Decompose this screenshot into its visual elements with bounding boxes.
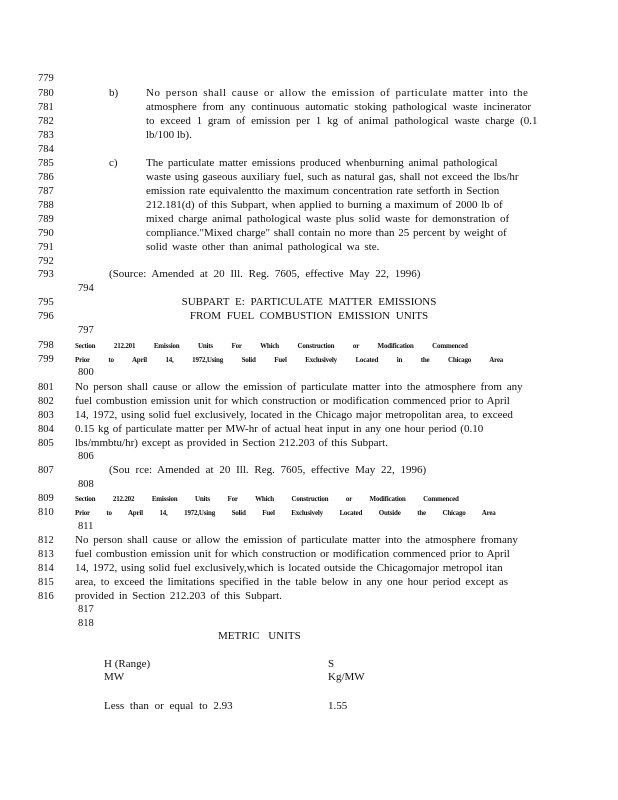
line-number: 799	[38, 354, 54, 365]
text-line: lb/100 lb).	[146, 129, 192, 141]
section-heading: Section 212.201 Emission Units For Which Construction or Modification Commenced	[75, 342, 468, 350]
text-line: area, to exceed the limitations specified in the table below in any one hour period except as	[75, 576, 509, 588]
text-line: lbs/mmbtu/hr) except as provided in Section 212.203 of this Subpart.	[75, 437, 388, 449]
line-number: 785	[38, 158, 54, 169]
text-line: solid waste other than animal pathological wa ste.	[146, 241, 380, 253]
table-header-range: H (Range)	[104, 658, 151, 670]
text-line: waste using gaseous auxiliary fuel, such as natural gas, shall not exceed the lbs/hr	[146, 171, 519, 183]
line-number: 802	[38, 396, 54, 407]
text-line: atmosphere from any continuous automatic stoking pathological waste incinerator	[146, 101, 532, 113]
line-number: 801	[38, 382, 54, 393]
text-line: No person shall cause or allow the emission of particulate matter into the	[146, 87, 529, 99]
line-number: 781	[38, 102, 54, 113]
line-number: 804	[38, 424, 54, 435]
table-header-range-unit: MW	[104, 671, 125, 683]
line-number: 782	[38, 116, 54, 127]
line-number: 789	[38, 214, 54, 225]
line-number: 797	[78, 325, 94, 336]
line-number: 803	[38, 410, 54, 421]
line-number: 791	[38, 242, 54, 253]
subpart-heading: FROM FUEL COMBUSTION EMISSION UNITS	[189, 310, 429, 322]
text-line: 212.181(d) of this Subpart, when applied to burning a maximum of 2000 lb of	[146, 199, 503, 211]
item-label: c)	[109, 157, 118, 169]
text-line: No person shall cause or allow the emission of particulate matter into the atmosphere from any	[75, 381, 523, 393]
text-line: emission rate equivalentto the maximum concentration rate setforth in Section	[146, 185, 500, 197]
line-number: 786	[38, 172, 54, 183]
line-number: 784	[38, 144, 54, 155]
line-number: 793	[38, 269, 54, 280]
table-header-s-unit: Kg/MW	[328, 671, 365, 683]
subpart-heading: SUBPART E: PARTICULATE MATTER EMISSIONS	[181, 296, 437, 308]
line-number: 798	[38, 340, 54, 351]
text-line: provided in Section 212.203 of this Subpart.	[75, 590, 282, 602]
line-number: 810	[38, 507, 54, 518]
source-note: (Source: Amended at 20 Ill. Reg. 7605, effective May 22, 1996)	[109, 268, 421, 280]
line-number: 787	[38, 186, 54, 197]
table-cell-range: Less than or equal to 2.93	[104, 700, 233, 712]
item-label: b)	[109, 87, 119, 99]
line-number: 813	[38, 549, 54, 560]
line-number: 809	[38, 493, 54, 504]
line-number: 816	[38, 591, 54, 602]
text-line: The particulate matter emissions produced whenburning animal pathological	[146, 157, 498, 169]
line-number: 811	[78, 521, 94, 532]
line-number: 805	[38, 438, 54, 449]
text-line: 14, 1972, using solid fuel exclusively,which is located outside the Chicagomajor metropol itan	[75, 562, 503, 574]
line-number: 817	[78, 604, 94, 615]
table-header-s: S	[328, 658, 335, 670]
line-number: 794	[78, 283, 94, 294]
line-number: 790	[38, 228, 54, 239]
line-number: 780	[38, 88, 54, 99]
line-number: 796	[38, 311, 54, 322]
line-number: 800	[78, 367, 94, 378]
line-number: 814	[38, 563, 54, 574]
text-line: mixed charge animal pathological waste plus solid waste for demonstration of	[146, 213, 510, 225]
text-line: to exceed 1 gram of emission per 1 kg of animal pathological waste charge (0.1	[146, 115, 538, 127]
text-line: fuel combustion emission unit for which construction or modification commenced prior to April	[75, 395, 510, 407]
text-line: compliance."Mixed charge" shall contain no more than 25 percent by weight of	[146, 227, 507, 239]
table-cell-value: 1.55	[328, 700, 348, 712]
line-number: 795	[38, 297, 54, 308]
section-heading: Prior to April 14, 1972,Using Solid Fuel Exclusively Located in the Chicago Area	[75, 356, 504, 364]
table-title: METRIC UNITS	[218, 630, 301, 642]
line-number: 818	[78, 618, 94, 629]
text-line: fuel combustion emission unit for which construction or modification commenced prior to April	[75, 548, 510, 560]
text-line: 0.15 kg of particulate matter per MW-hr of actual heat input in any one hour period (0.10	[75, 423, 484, 435]
text-line: 14, 1972, using solid fuel exclusively, located in the Chicago major metropolitan area, to exceed	[75, 409, 513, 421]
section-heading: Prior to April 14, 1972,Using Solid Fuel Exclusively Located Outside the Chicago Area	[75, 509, 496, 517]
line-number: 808	[78, 479, 94, 490]
line-number: 792	[38, 256, 54, 267]
line-number: 783	[38, 130, 54, 141]
line-number: 807	[38, 465, 54, 476]
section-heading: Section 212.202 Emission Units For Which Construction or Modification Commenced	[75, 495, 459, 503]
text-line: No person shall cause or allow the emission of particulate matter into the atmosphere fromany	[75, 534, 518, 546]
line-number: 812	[38, 535, 54, 546]
line-number: 788	[38, 200, 54, 211]
line-number: 815	[38, 577, 54, 588]
line-number: 806	[78, 451, 94, 462]
source-note: (Sou rce: Amended at 20 Ill. Reg. 7605, effective May 22, 1996)	[109, 464, 427, 476]
line-number: 779	[38, 73, 54, 84]
